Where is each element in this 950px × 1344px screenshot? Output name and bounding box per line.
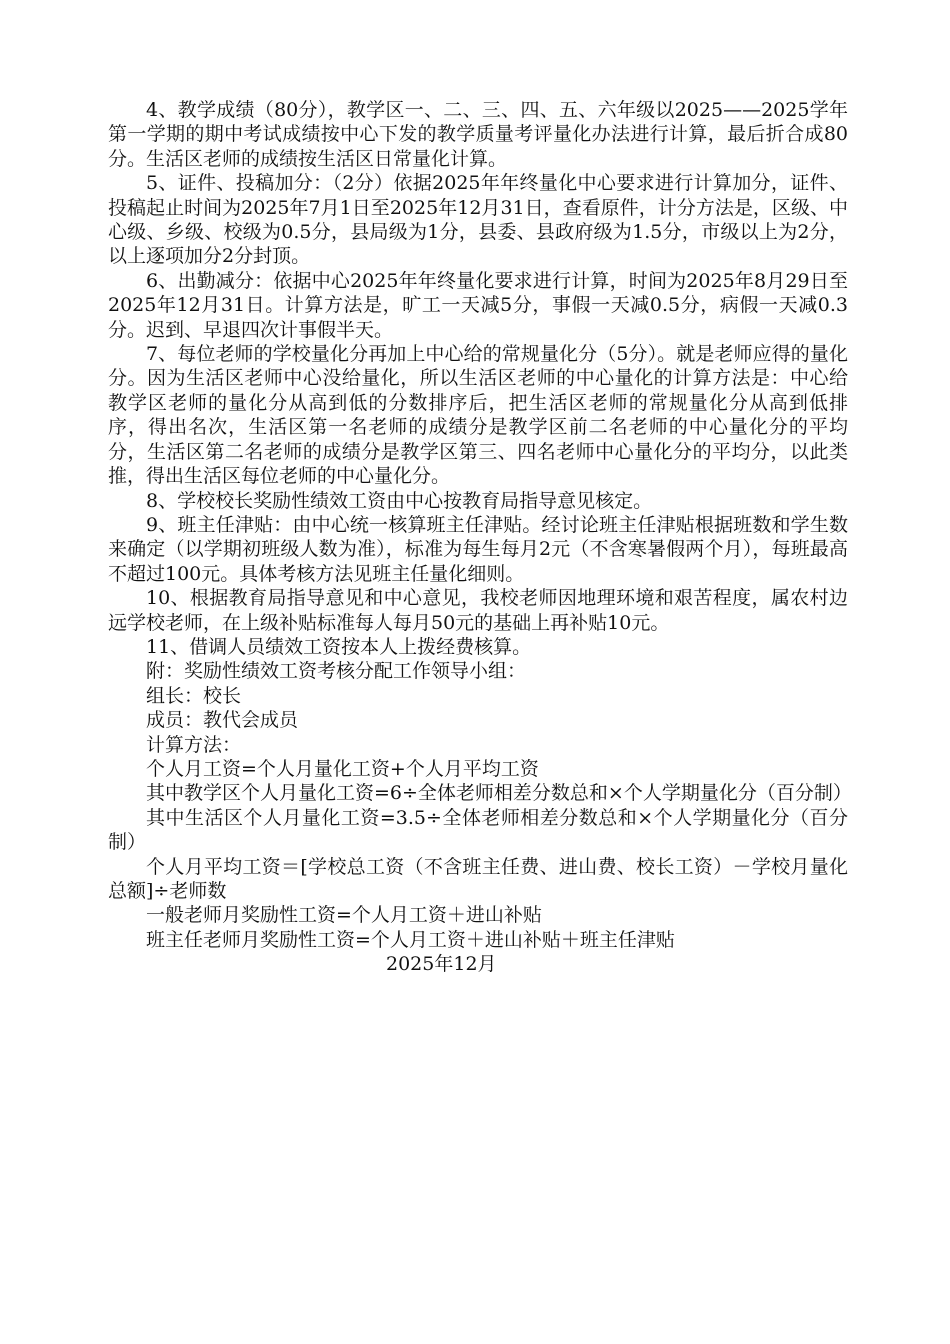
- formula-teaching-area: 其中教学区个人月量化工资=6÷全体老师相差分数总和×个人学期量化分（百分制）: [146, 782, 852, 805]
- paragraph-principal-pay: 8、学校校长奖励性绩效工资由中心按教育局指导意见核定。: [146, 489, 653, 512]
- paragraph-certificate-bonus: 5、证件、投稿加分：（2分）依据2025年年终量化中心要求进行计算加分，证件、投稿起止时间为2025年7月1日至2025年12月31日，查看原件，计分方法是，区级、中心级、乡级、校级为0.5分，县局级为1分，县委、县政府级为1.5分，市级以上为2分，以上逐项加分2分封顶。: [108, 172, 848, 268]
- paragraph-seconded-staff: 11、借调人员绩效工资按本人上拨经费核算。: [146, 635, 532, 658]
- formula-average-salary: 个人月平均工资＝[学校总工资（不含班主任费、进山费、校长工资）－学校月量化总额]÷老师数: [108, 855, 848, 902]
- formula-monthly-salary: 个人月工资=个人月量化工资+个人月平均工资: [146, 757, 539, 780]
- document-body: [108, 98, 852, 977]
- paragraph-class-teacher-allowance: 9、班主任津贴：由中心统一核算班主任津贴。经讨论班主任津贴根据班数和学生数来确定（以学期初班级人数为准），标准为每生每月2元（不含寒暑假两个月），每班最高不超过100元。具体考核方法见班主任量化细则。: [108, 513, 848, 585]
- paragraph-group-leader: 组长：校长: [146, 684, 242, 707]
- paragraph-calculation-heading: 计算方法：: [146, 733, 242, 756]
- document-date: 2025年12月: [386, 953, 497, 976]
- paragraph-teaching-score: 4、教学成绩（80分），教学区一、二、三、四、五、六年级以2025——2025学年第一学期的期中考试成绩按中心下发的教学质量考评量化办法进行计算，最后折合成80分。生活区老师的成绩按生活区日常量化计算。: [108, 99, 848, 170]
- paragraph-regular-quantification: 7、每位老师的学校量化分再加上中心给的常规量化分（5分）。就是老师应得的量化分。因为生活区老师中心没给量化，所以生活区老师的中心量化的计算方法是：中心给教学区老师的量化分从高到低的分数排序后，把生活区老师的常规量化分从高到低排序，得出名次，生活区第一名老师的成绩分是教学区前二名老师的中心量化分的平均分，生活区第二名老师的成绩分是教学区第三、四名老师中心量化分的平均分，以此类推，得出生活区每位老师的中心量化分。: [108, 343, 848, 488]
- formula-class-teacher: 班主任老师月奖励性工资=个人月工资＋进山补贴＋班主任津贴: [146, 928, 675, 951]
- formula-regular-teacher: 一般老师月奖励性工资=个人月工资＋进山补贴: [146, 904, 542, 927]
- formula-living-area: 其中生活区个人月量化工资=3.5÷全体老师相差分数总和×个人学期量化分（百分制）: [108, 806, 848, 854]
- paragraph-remote-subsidy: 10、根据教育局指导意见和中心意见，我校老师因地理环境和艰苦程度，属农村边远学校老师，在上级补贴标准每人每月50元的基础上再补贴10元。: [108, 587, 848, 634]
- paragraph-appendix-group: 附：奖励性绩效工资考核分配工作领导小组：: [146, 660, 527, 683]
- paragraph-group-members: 成员：教代会成员: [146, 709, 299, 732]
- paragraph-attendance-deduction: 6、出勤减分：依据中心2025年年终量化要求进行计算，时间为2025年8月29日至2025年12月31日。计算方法是，旷工一天减5分，事假一天减0.5分，病假一天减0.3分。迟到、早退四次计事假半天。: [108, 269, 848, 341]
